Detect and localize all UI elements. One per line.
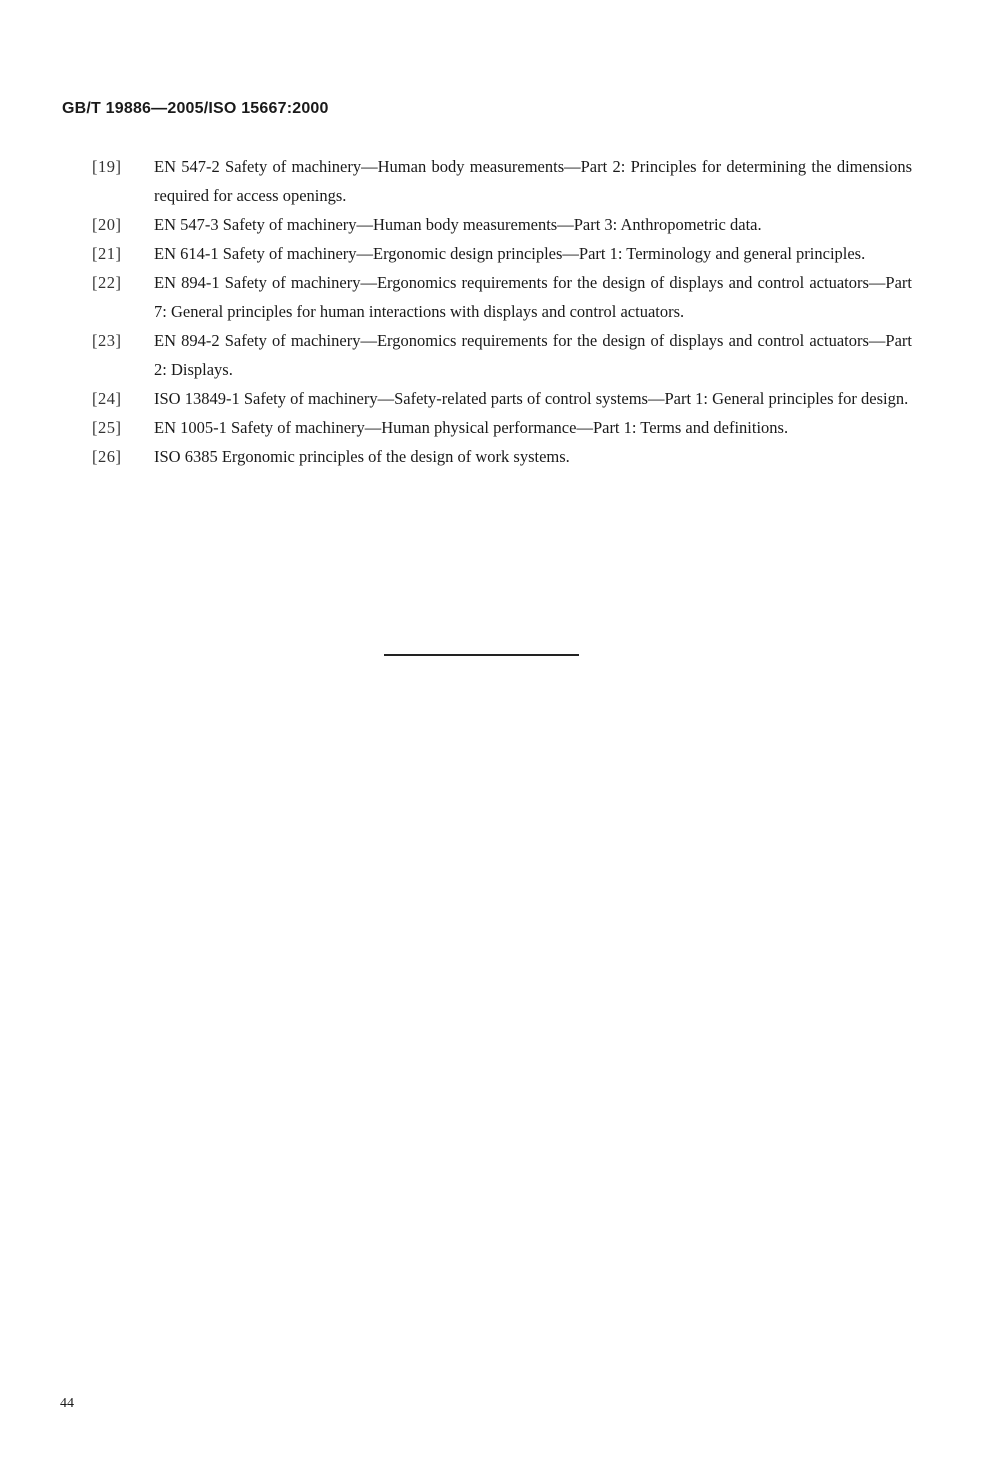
reference-item (92, 210, 912, 239)
reference-item (92, 413, 912, 442)
reference-text: EN 894-2 Safety of machinery—Ergonomics requirements for the design of displays and control actuators—Part 2: Displays. (154, 331, 912, 379)
reference-number: [23] (92, 331, 122, 350)
reference-list (92, 152, 912, 471)
reference-text: ISO 6385 Ergonomic principles of the design of work systems. (154, 447, 570, 466)
reference-item (92, 442, 912, 471)
reference-item (92, 268, 912, 326)
reference-text: ISO 13849-1 Safety of machinery—Safety-related parts of control systems—Part 1: General principles for design. (154, 389, 909, 408)
reference-number: [21] (92, 244, 122, 263)
reference-text: EN 614-1 Safety of machinery—Ergonomic design principles—Part 1: Terminology and general principles. (154, 244, 866, 263)
reference-text: EN 1005-1 Safety of machinery—Human physical performance—Part 1: Terms and definitions. (154, 418, 789, 437)
reference-item (92, 152, 912, 210)
reference-item (92, 384, 912, 413)
reference-number: [20] (92, 215, 122, 234)
reference-text: EN 547-3 Safety of machinery—Human body measurements—Part 3: Anthropometric data. (154, 215, 762, 234)
reference-number: [24] (92, 389, 122, 408)
reference-text: EN 547-2 Safety of machinery—Human body measurements—Part 2: Principles for determining the dimensions required for access openings. (154, 157, 912, 205)
reference-item (92, 239, 912, 268)
reference-number: [25] (92, 418, 122, 437)
end-of-document-rule (384, 654, 579, 656)
reference-item (92, 326, 912, 384)
reference-text: EN 894-1 Safety of machinery—Ergonomics requirements for the design of displays and control actuators—Part 7: General principles for human interactions with displays and control actuators. (154, 273, 912, 321)
page-header-standard-code: GB/T 19886—2005/ISO 15667:2000 (62, 100, 329, 117)
page-number: 44 (60, 1396, 74, 1411)
reference-number: [22] (92, 273, 122, 292)
reference-number: [26] (92, 447, 122, 466)
reference-number: [19] (92, 157, 122, 176)
